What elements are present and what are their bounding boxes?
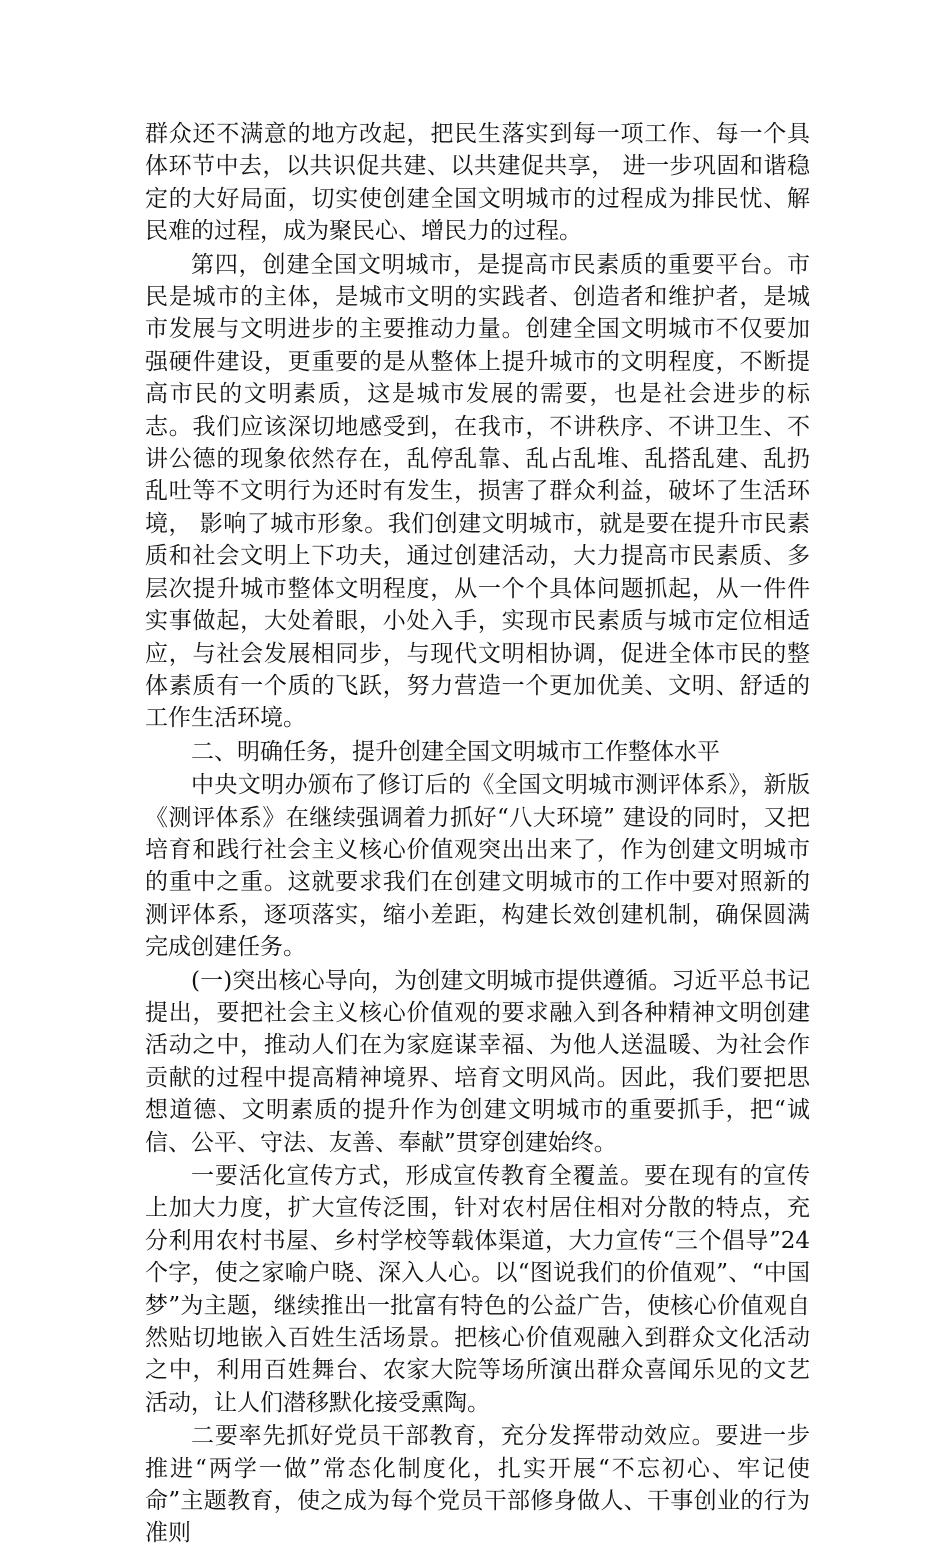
paragraph-4: (一)突出核心导向，为创建文明城市提供遵循。习近平总书记提出，要把社会主义核心价值观的要求融入到各种精神文明创建活动之中，推动人们在为家庭谋幸福、为他人送温暖、为社会作贡献的过程中提高精神境界、培育文明风尚。因此，我们要把思想道德、文明素质的提升作为创建文明城市的重要抓手，把“诚信、公平、守法、友善、奉献”贯穿创建始终。 bbox=[145, 967, 810, 1156]
paragraph-6: 二要率先抓好党员干部教育，充分发挥带动效应。要进一步推进“两学一做”常态化制度化，扎实开展“不忘初心、牢记使命”主题教育，使之成为每个党员干部修身做人、干事创业的行为准则 bbox=[145, 1423, 810, 1547]
paragraph-3: 中央文明办颁布了修订后的《全国文明城市测评体系》，新版《测评体系》在继续强调着力抓好“八大环境” 建设的同时，又把培育和践行社会主义核心价值观突出出来了，作为创建文明城市的重中之重。这就要求我们在创建文明城市的工作中要对照新的测评体系，逐项落实，缩小差距，构建长效创建机制，确保圆满完成创建任务。 bbox=[145, 772, 810, 961]
section-heading: 二、明确任务，提升创建全国文明城市工作整体水平 bbox=[191, 738, 720, 765]
paragraph-5: 一要活化宣传方式，形成宣传教育全覆盖。要在现有的宣传上加大力度，扩大宣传泛围，针对农村居住相对分散的特点，充分利用农村书屋、乡村学校等载体渠道，大力宣传“三个倡导”24 个字，使之家喻户晓、深入人心。以“图说我们的价值观”、“中国梦”为主题，继续推出一批富有特色的公益广告，使核心价值观自然贴切地嵌入百姓生活场景。把核心价值观融入到群众文化活动之中，利用百姓舞台、农家大院等场所演出群众喜闻乐见的文艺活动，让人们潜移默化接受熏陶。 bbox=[145, 1163, 810, 1416]
document-page bbox=[145, 118, 810, 1551]
paragraph-2: 第四，创建全国文明城市，是提高市民素质的重要平台。市民是城市的主体，是城市文明的实践者、创造者和维护者，是城市发展与文明进步的主要推动力量。创建全国文明城市不仅要加强硬件建设，更重要的是从整体上提升城市的文明程度，不断提高市民的文明素质，这是城市发展的需要，也是社会进步的标志。我们应该深切地感受到，在我市，不讲秩序、不讲卫生、不讲公德的现象依然存在，乱停乱靠、乱占乱堆、乱搭乱建、乱扔乱吐等不文明行为还时有发生，损害了群众利益，破坏了生活环境， 影响了城市形象。我们创建文明城市，就是要在提升市民素质和社会文明上下功夫，通过创建活动，大力提高市民素质、多层次提升城市整体文明程度，从一个个具体问题抓起，从一件件实事做起，大处着眼，小处入手，实现市民素质与城市定位相适应，与社会发展相同步，与现代文明相协调，促进全体市民的整体素质有一个质的飞跃，努力营造一个更加优美、文明、舒适的工作生活环境。 bbox=[145, 251, 810, 732]
paragraph-1: 群众还不满意的地方改起，把民生落实到每一项工作、每一个具体环节中去，以共识促共建、以共建促共享， 进一步巩固和谐稳定的大好局面，切实使创建全国文明城市的过程成为排民忧、解民难的过程，成为聚民心、增民力的过程。 bbox=[145, 121, 810, 245]
